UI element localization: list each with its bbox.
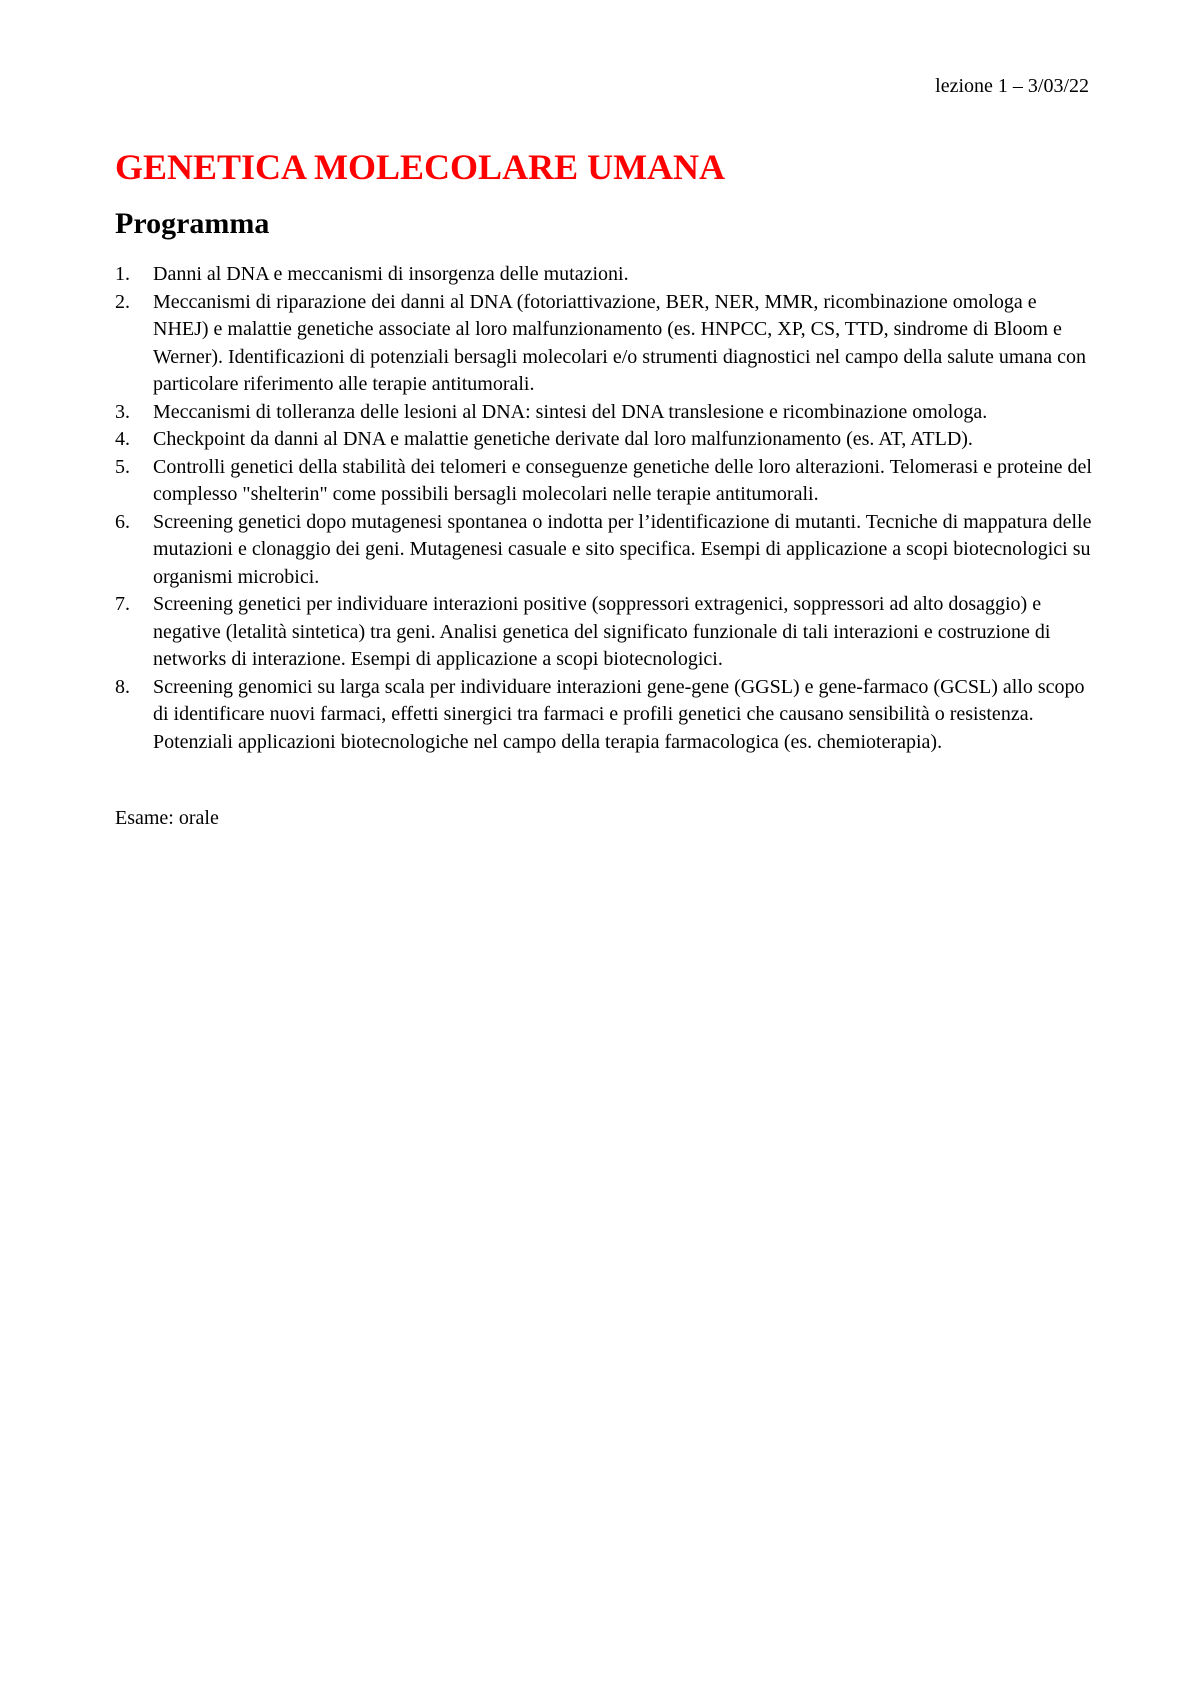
program-item-8	[115, 674, 1095, 757]
program-item-6	[115, 509, 1095, 592]
program-item-text: Screening genetici per individuare interazioni positive (soppressori extragenici, soppressori ad alto dosaggio) e negative (letalità sintetica) tra geni. Analisi genetica del significato funzionale di tali interazioni e costruzione di networks di interazione. Esempi di applicazione a scopi biotecnologici.	[153, 593, 1051, 670]
program-heading: Programma	[115, 207, 270, 240]
program-item-text: Screening genomici su larga scala per individuare interazioni gene-gene (GGSL) e gene-farmaco (GCSL) allo scopo di identificare nuovi farmaci, effetti sinergici tra farmaci e profili genetici che causano sensibilità o resistenza. Potenziali applicazioni biotecnologiche nel campo della terapia farmacologica (es. chemioterapia).	[153, 675, 1085, 753]
program-item-text: Controlli genetici della stabilità dei telomeri e conseguenze genetiche delle loro alterazioni. Telomerasi e proteine del complesso "shelterin" come possibili bersagli molecolari nelle terapie antitumorali.	[153, 455, 1092, 505]
program-item-number: 7.	[115, 593, 130, 615]
program-item-number: 5.	[115, 455, 130, 478]
program-item-text: Meccanismi di tolleranza delle lesioni al DNA: sintesi del DNA translesione e ricombinazione omologa.	[153, 400, 988, 423]
program-item-number: 4.	[115, 428, 130, 450]
program-list	[115, 261, 1095, 756]
program-item-4	[115, 426, 1095, 454]
lesson-date-header: lezione 1 – 3/03/22	[935, 75, 1089, 97]
program-item-2	[115, 289, 1095, 399]
page-title: GENETICA MOLECOLARE UMANA	[115, 147, 726, 187]
program-item-number: 8.	[115, 675, 130, 698]
program-item-text: Checkpoint da danni al DNA e malattie genetiche derivate dal loro malfunzionamento (es. AT, ATLD).	[153, 428, 973, 450]
program-item-text: Screening genetici dopo mutagenesi spontanea o indotta per l’identificazione di mutanti. Tecniche di mappatura delle mutazioni e clonaggio dei geni. Mutagenesi casuale e sito specifica. Esempi di applicazione a scopi biotecnologici su organismi microbici.	[153, 510, 1092, 588]
program-item-text: Danni al DNA e meccanismi di insorgenza delle mutazioni.	[153, 263, 629, 285]
program-item-number: 6.	[115, 510, 130, 533]
program-item-7	[115, 591, 1095, 674]
program-item-text: Meccanismi di riparazione dei danni al DNA (fotoriattivazione, BER, NER, MMR, ricombinazione omologa e NHEJ) e malattie genetiche associate al loro malfunzionamento (es. HNPCC, XP, CS, TTD, sindrome di Bloom e Werner). Identificazioni di potenziali bersagli molecolari e/o strumenti diagnostici nel campo della salute umana con particolare riferimento alle terapie antitumorali.	[153, 290, 1087, 395]
program-item-number: 1.	[115, 263, 130, 285]
program-item-3	[115, 399, 1095, 427]
exam-note: Esame: orale	[115, 807, 219, 829]
program-item-number: 3.	[115, 400, 130, 423]
program-item-number: 2.	[115, 290, 130, 313]
program-item-5	[115, 454, 1095, 509]
program-item-1	[115, 261, 1095, 289]
